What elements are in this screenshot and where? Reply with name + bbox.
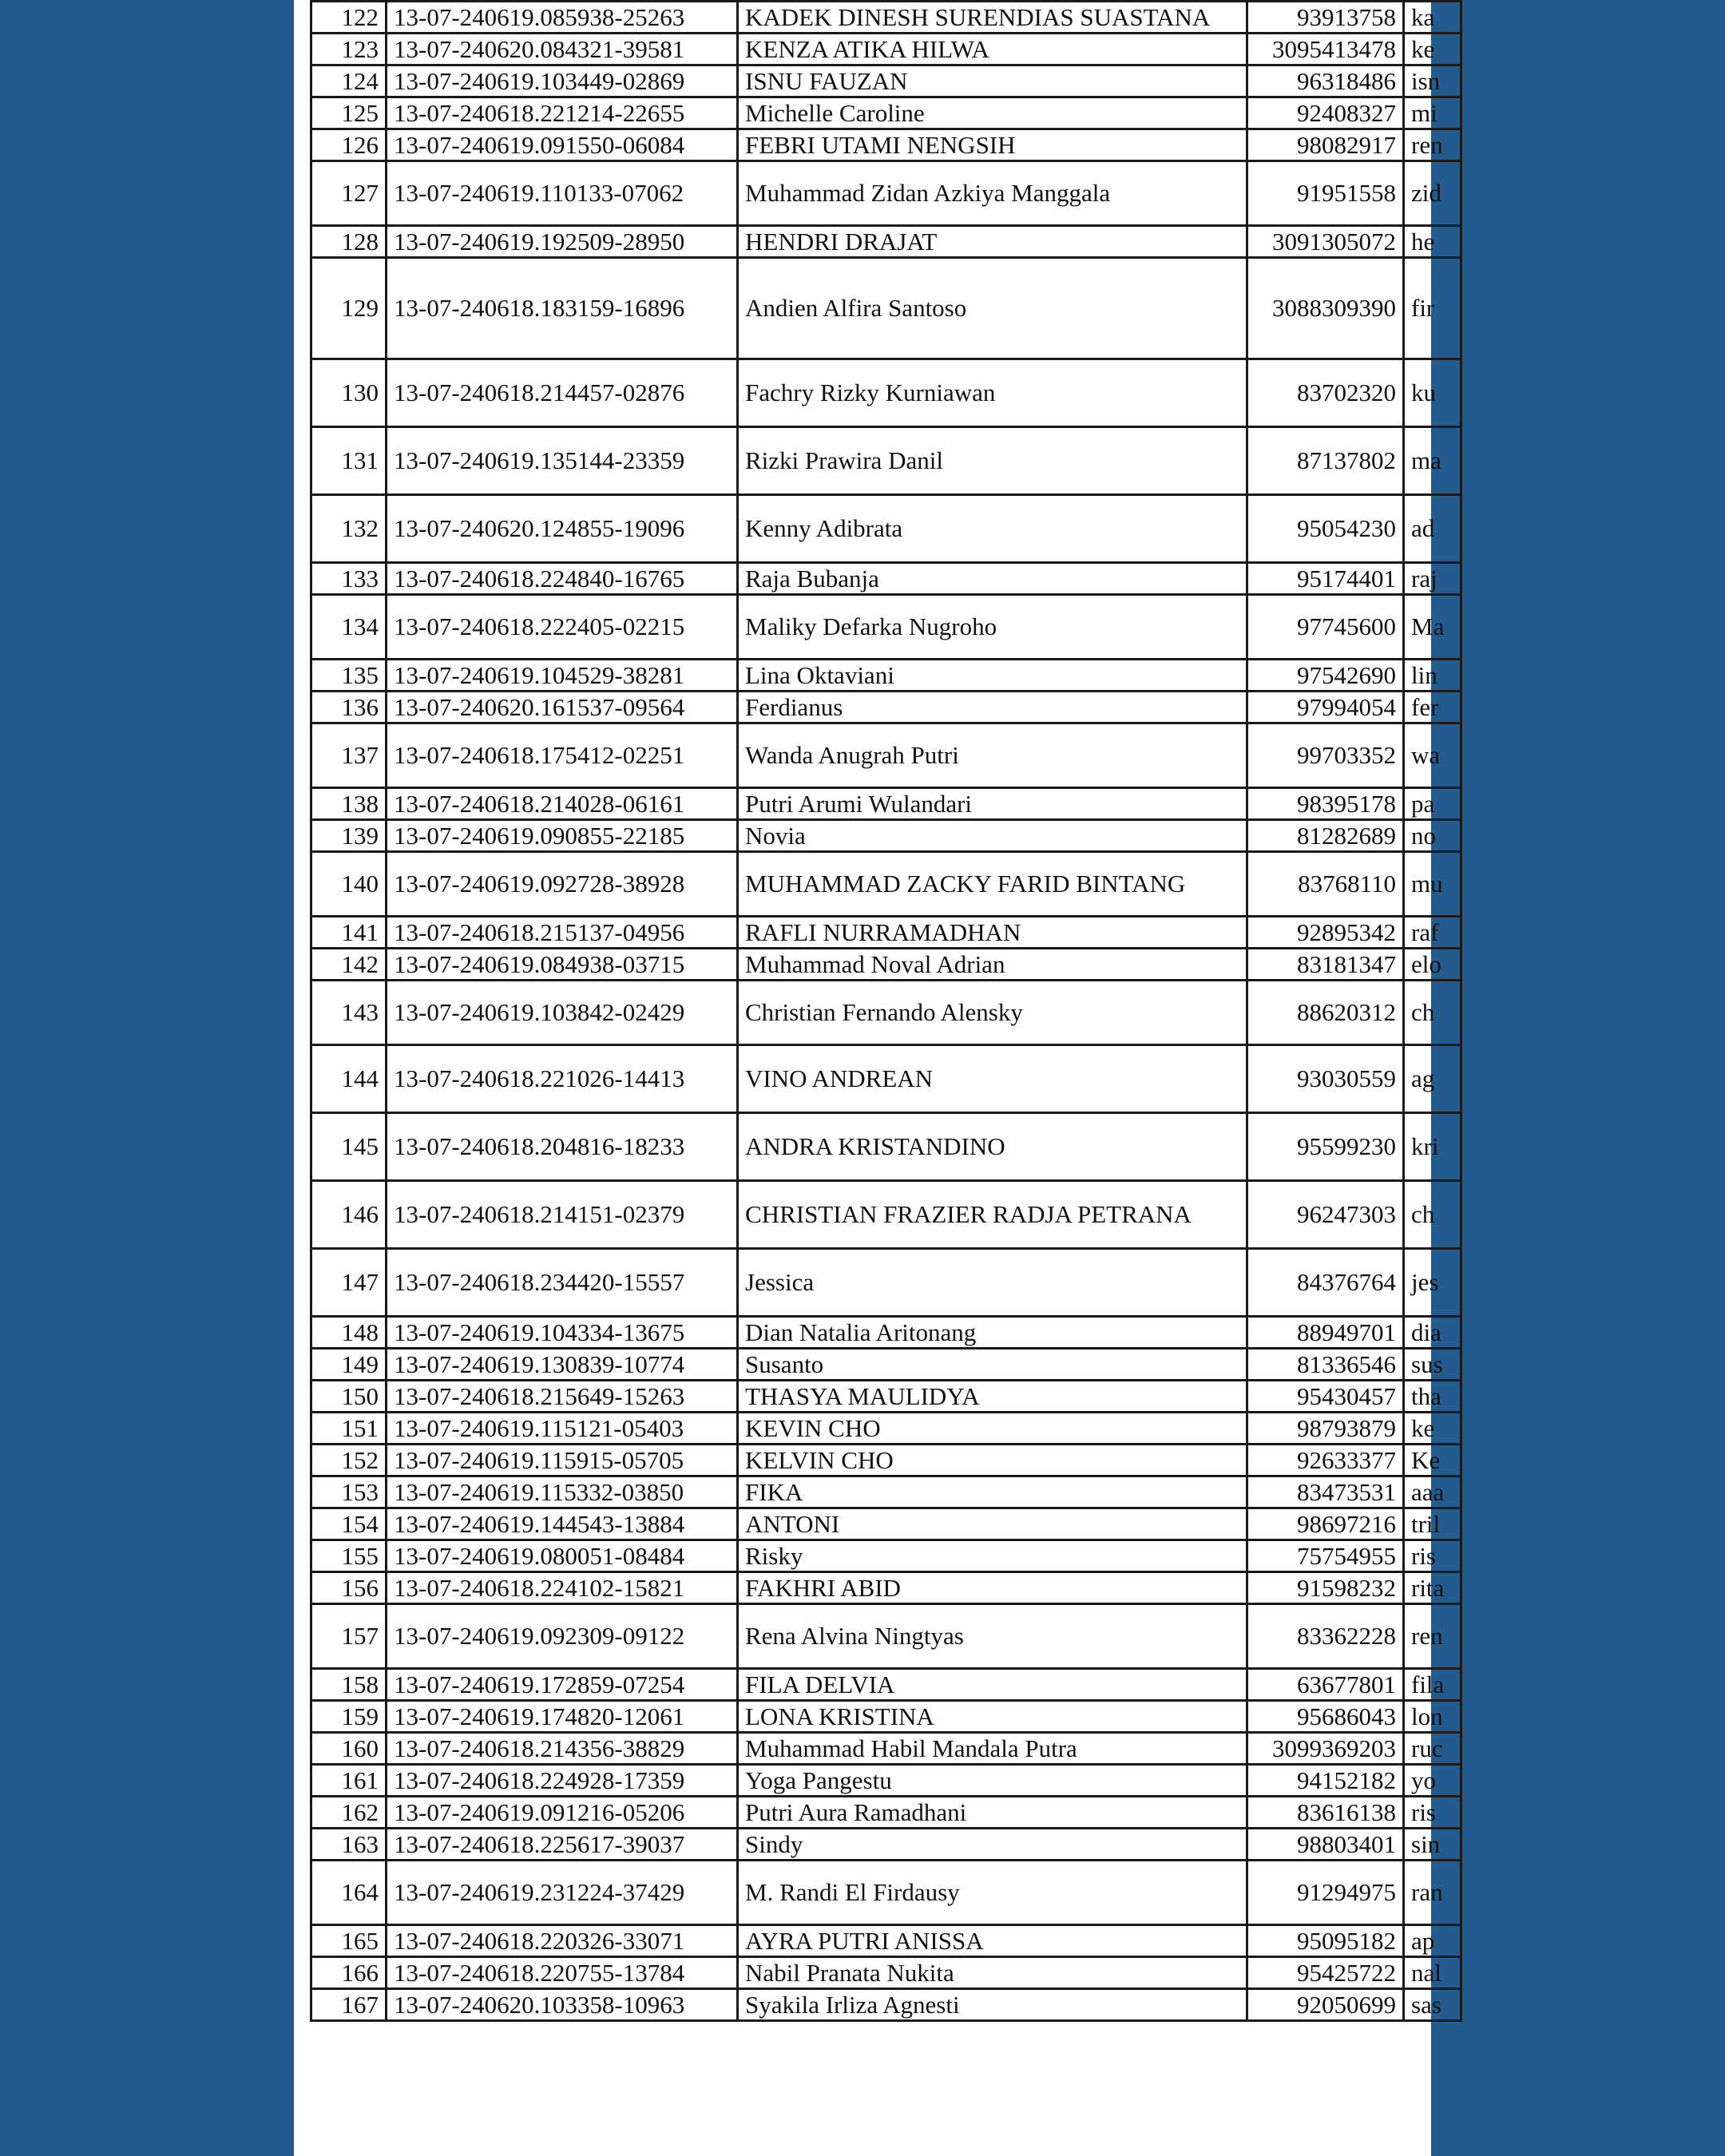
email-cell-truncated: fila [1404, 1669, 1461, 1701]
table-row [311, 427, 1461, 495]
registration-id-cell: 13-07-240620.124855-19096 [387, 495, 738, 563]
phone-number-cell: 83616138 [1247, 1797, 1404, 1829]
participant-name-cell: Rizki Prawira Danil [738, 427, 1247, 495]
participant-name-cell: Sindy [738, 1829, 1247, 1861]
email-cell-truncated: sas [1404, 1989, 1461, 2021]
registration-id-cell: 13-07-240619.104529-38281 [387, 660, 738, 692]
registration-id-cell: 13-07-240618.175412-02251 [387, 723, 738, 788]
email-cell-truncated: yo [1404, 1765, 1461, 1797]
row-number-cell: 132 [311, 495, 387, 563]
row-number-cell: 156 [311, 1572, 387, 1604]
phone-number-cell: 94152182 [1247, 1765, 1404, 1797]
table-row [311, 1572, 1461, 1604]
phone-number-cell: 97542690 [1247, 660, 1404, 692]
phone-number-cell: 91951558 [1247, 161, 1404, 226]
row-number-cell: 134 [311, 595, 387, 660]
registration-id-cell: 13-07-240619.115915-05705 [387, 1445, 738, 1476]
table-row [311, 129, 1461, 161]
registration-id-cell: 13-07-240619.103842-02429 [387, 981, 738, 1045]
table-row [311, 258, 1461, 359]
email-cell-truncated: ap [1404, 1925, 1461, 1957]
table-row [311, 226, 1461, 258]
email-cell-truncated: lin [1404, 660, 1461, 692]
row-number-cell: 126 [311, 129, 387, 161]
table-row [311, 1413, 1461, 1445]
participant-name-cell: KENZA ATIKA HILWA [738, 34, 1247, 65]
table-row [311, 2, 1461, 34]
phone-number-cell: 81282689 [1247, 820, 1404, 852]
row-number-cell: 167 [311, 1989, 387, 2021]
email-cell-truncated: no [1404, 820, 1461, 852]
row-number-cell: 145 [311, 1113, 387, 1181]
table-row [311, 1045, 1461, 1113]
email-cell-truncated: ren [1404, 129, 1461, 161]
row-number-cell: 136 [311, 692, 387, 723]
registration-id-cell: 13-07-240618.183159-16896 [387, 258, 738, 359]
row-number-cell: 151 [311, 1413, 387, 1445]
phone-number-cell: 95430457 [1247, 1381, 1404, 1413]
registration-id-cell: 13-07-240619.092309-09122 [387, 1604, 738, 1669]
participant-name-cell: ANDRA KRISTANDINO [738, 1113, 1247, 1181]
registration-id-cell: 13-07-240618.224102-15821 [387, 1572, 738, 1604]
row-number-cell: 128 [311, 226, 387, 258]
participant-name-cell: LONA KRISTINA [738, 1701, 1247, 1733]
email-cell-truncated: ad [1404, 495, 1461, 563]
phone-number-cell: 75754955 [1247, 1540, 1404, 1572]
phone-number-cell: 98395178 [1247, 788, 1404, 820]
row-number-cell: 135 [311, 660, 387, 692]
participant-name-cell: Andien Alfira Santoso [738, 258, 1247, 359]
table-row [311, 723, 1461, 788]
row-number-cell: 149 [311, 1349, 387, 1381]
row-number-cell: 163 [311, 1829, 387, 1861]
registration-id-cell: 13-07-240619.110133-07062 [387, 161, 738, 226]
participant-name-cell: KADEK DINESH SURENDIAS SUASTANA [738, 2, 1247, 34]
registration-id-cell: 13-07-240618.225617-39037 [387, 1829, 738, 1861]
phone-number-cell: 95686043 [1247, 1701, 1404, 1733]
table-row [311, 852, 1461, 917]
registration-id-cell: 13-07-240618.214028-06161 [387, 788, 738, 820]
email-cell-truncated: lon [1404, 1701, 1461, 1733]
row-number-cell: 150 [311, 1381, 387, 1413]
table-row [311, 660, 1461, 692]
registration-id-cell: 13-07-240618.224840-16765 [387, 563, 738, 595]
phone-number-cell: 3099369203 [1247, 1733, 1404, 1765]
email-cell-truncated: elo [1404, 949, 1461, 981]
email-cell-truncated: ren [1404, 1604, 1461, 1669]
participant-table [310, 0, 1462, 2022]
registration-id-cell: 13-07-240619.091216-05206 [387, 1797, 738, 1829]
participant-name-cell: VINO ANDREAN [738, 1045, 1247, 1113]
table-row [311, 1349, 1461, 1381]
email-cell-truncated: jes [1404, 1249, 1461, 1317]
phone-number-cell: 95425722 [1247, 1957, 1404, 1989]
phone-number-cell: 83362228 [1247, 1604, 1404, 1669]
registration-id-cell: 13-07-240618.222405-02215 [387, 595, 738, 660]
table-row [311, 1181, 1461, 1249]
phone-number-cell: 92408327 [1247, 97, 1404, 129]
phone-number-cell: 81336546 [1247, 1349, 1404, 1381]
registration-id-cell: 13-07-240618.215137-04956 [387, 917, 738, 949]
registration-id-cell: 13-07-240619.130839-10774 [387, 1349, 738, 1381]
participant-name-cell: M. Randi El Firdausy [738, 1861, 1247, 1925]
registration-id-cell: 13-07-240618.214151-02379 [387, 1181, 738, 1249]
registration-id-cell: 13-07-240618.224928-17359 [387, 1765, 738, 1797]
email-cell-truncated: wa [1404, 723, 1461, 788]
participant-name-cell: FAKHRI ABID [738, 1572, 1247, 1604]
phone-number-cell: 63677801 [1247, 1669, 1404, 1701]
row-number-cell: 133 [311, 563, 387, 595]
row-number-cell: 130 [311, 359, 387, 427]
row-number-cell: 153 [311, 1476, 387, 1508]
participant-name-cell: FILA DELVIA [738, 1669, 1247, 1701]
phone-number-cell: 83768110 [1247, 852, 1404, 917]
participant-name-cell: Wanda Anugrah Putri [738, 723, 1247, 788]
row-number-cell: 154 [311, 1508, 387, 1540]
phone-number-cell: 92895342 [1247, 917, 1404, 949]
registration-id-cell: 13-07-240619.231224-37429 [387, 1861, 738, 1925]
table-row [311, 1508, 1461, 1540]
registration-id-cell: 13-07-240619.084938-03715 [387, 949, 738, 981]
registration-id-cell: 13-07-240620.161537-09564 [387, 692, 738, 723]
row-number-cell: 164 [311, 1861, 387, 1925]
registration-id-cell: 13-07-240618.234420-15557 [387, 1249, 738, 1317]
table-row [311, 563, 1461, 595]
phone-number-cell: 96318486 [1247, 65, 1404, 97]
registration-id-cell: 13-07-240619.104334-13675 [387, 1317, 738, 1349]
participant-name-cell: Muhammad Habil Mandala Putra [738, 1733, 1247, 1765]
table-row [311, 1925, 1461, 1957]
registration-id-cell: 13-07-240619.085938-25263 [387, 2, 738, 34]
table-row [311, 1957, 1461, 1989]
email-cell-truncated: ku [1404, 359, 1461, 427]
table-row [311, 1317, 1461, 1349]
email-cell-truncated: rita [1404, 1572, 1461, 1604]
email-cell-truncated: sin [1404, 1829, 1461, 1861]
table-row [311, 34, 1461, 65]
registration-id-cell: 13-07-240619.144543-13884 [387, 1508, 738, 1540]
table-row [311, 359, 1461, 427]
participant-name-cell: Fachry Rizky Kurniawan [738, 359, 1247, 427]
phone-number-cell: 98793879 [1247, 1413, 1404, 1445]
table-row [311, 1861, 1461, 1925]
email-cell-truncated: aaa [1404, 1476, 1461, 1508]
row-number-cell: 148 [311, 1317, 387, 1349]
phone-number-cell: 98803401 [1247, 1829, 1404, 1861]
phone-number-cell: 88949701 [1247, 1317, 1404, 1349]
table-row [311, 495, 1461, 563]
table-row [311, 1604, 1461, 1669]
phone-number-cell: 99703352 [1247, 723, 1404, 788]
row-number-cell: 144 [311, 1045, 387, 1113]
registration-id-cell: 13-07-240618.221026-14413 [387, 1045, 738, 1113]
table-row [311, 820, 1461, 852]
table-row [311, 1989, 1461, 2021]
phone-number-cell: 95174401 [1247, 563, 1404, 595]
registration-id-cell: 13-07-240618.215649-15263 [387, 1381, 738, 1413]
email-cell-truncated: he [1404, 226, 1461, 258]
registration-id-cell: 13-07-240619.172859-07254 [387, 1669, 738, 1701]
registration-id-cell: 13-07-240618.214457-02876 [387, 359, 738, 427]
participant-name-cell: Nabil Pranata Nukita [738, 1957, 1247, 1989]
participant-name-cell: Susanto [738, 1349, 1247, 1381]
registration-id-cell: 13-07-240618.204816-18233 [387, 1113, 738, 1181]
row-number-cell: 131 [311, 427, 387, 495]
participant-name-cell: RAFLI NURRAMADHAN [738, 917, 1247, 949]
row-number-cell: 143 [311, 981, 387, 1045]
email-cell-truncated: pa [1404, 788, 1461, 820]
participant-name-cell: Ferdianus [738, 692, 1247, 723]
row-number-cell: 141 [311, 917, 387, 949]
phone-number-cell: 91294975 [1247, 1861, 1404, 1925]
email-cell-truncated: ag [1404, 1045, 1461, 1113]
table-row [311, 1765, 1461, 1797]
participant-name-cell: Putri Arumi Wulandari [738, 788, 1247, 820]
registration-id-cell: 13-07-240620.103358-10963 [387, 1989, 738, 2021]
table-row [311, 1381, 1461, 1413]
row-number-cell: 127 [311, 161, 387, 226]
row-number-cell: 122 [311, 2, 387, 34]
phone-number-cell: 92050699 [1247, 1989, 1404, 2021]
registration-id-cell: 13-07-240618.214356-38829 [387, 1733, 738, 1765]
participant-name-cell: Michelle Caroline [738, 97, 1247, 129]
participant-name-cell: Lina Oktaviani [738, 660, 1247, 692]
phone-number-cell: 97745600 [1247, 595, 1404, 660]
email-cell-truncated: mi [1404, 97, 1461, 129]
row-number-cell: 159 [311, 1701, 387, 1733]
email-cell-truncated: ris [1404, 1540, 1461, 1572]
participant-name-cell: Risky [738, 1540, 1247, 1572]
participant-name-cell: Putri Aura Ramadhani [738, 1797, 1247, 1829]
email-cell-truncated: kri [1404, 1113, 1461, 1181]
table-row [311, 1249, 1461, 1317]
phone-number-cell: 3095413478 [1247, 34, 1404, 65]
table-body [311, 2, 1461, 2021]
table-row [311, 65, 1461, 97]
email-cell-truncated: ch [1404, 981, 1461, 1045]
row-number-cell: 158 [311, 1669, 387, 1701]
row-number-cell: 129 [311, 258, 387, 359]
row-number-cell: 123 [311, 34, 387, 65]
participant-name-cell: FEBRI UTAMI NENGSIH [738, 129, 1247, 161]
table-row [311, 917, 1461, 949]
registration-id-cell: 13-07-240619.135144-23359 [387, 427, 738, 495]
registration-id-cell: 13-07-240618.221214-22655 [387, 97, 738, 129]
phone-number-cell: 92633377 [1247, 1445, 1404, 1476]
participant-name-cell: Muhammad Noval Adrian [738, 949, 1247, 981]
email-cell-truncated: ka [1404, 2, 1461, 34]
participant-name-cell: ISNU FAUZAN [738, 65, 1247, 97]
email-cell-truncated: sus [1404, 1349, 1461, 1381]
phone-number-cell: 91598232 [1247, 1572, 1404, 1604]
table-row [311, 788, 1461, 820]
phone-number-cell: 96247303 [1247, 1181, 1404, 1249]
participant-name-cell: Novia [738, 820, 1247, 852]
email-cell-truncated: ke [1404, 1413, 1461, 1445]
phone-number-cell: 98697216 [1247, 1508, 1404, 1540]
table-row [311, 949, 1461, 981]
table-row [311, 1797, 1461, 1829]
table-row [311, 1445, 1461, 1476]
row-number-cell: 162 [311, 1797, 387, 1829]
participant-name-cell: FIKA [738, 1476, 1247, 1508]
registration-id-cell: 13-07-240618.220755-13784 [387, 1957, 738, 1989]
row-number-cell: 160 [311, 1733, 387, 1765]
row-number-cell: 138 [311, 788, 387, 820]
row-number-cell: 152 [311, 1445, 387, 1476]
phone-number-cell: 98082917 [1247, 129, 1404, 161]
row-number-cell: 155 [311, 1540, 387, 1572]
registration-id-cell: 13-07-240619.080051-08484 [387, 1540, 738, 1572]
registration-id-cell: 13-07-240618.220326-33071 [387, 1925, 738, 1957]
table-row [311, 97, 1461, 129]
email-cell-truncated: zid [1404, 161, 1461, 226]
participant-name-cell: ANTONI [738, 1508, 1247, 1540]
phone-number-cell: 95599230 [1247, 1113, 1404, 1181]
email-cell-truncated: tril [1404, 1508, 1461, 1540]
registration-id-cell: 13-07-240619.115332-03850 [387, 1476, 738, 1508]
email-cell-truncated: isn [1404, 65, 1461, 97]
phone-number-cell: 93913758 [1247, 2, 1404, 34]
table-row [311, 981, 1461, 1045]
table-row [311, 1113, 1461, 1181]
participant-name-cell: Maliky Defarka Nugroho [738, 595, 1247, 660]
email-cell-truncated: ruc [1404, 1733, 1461, 1765]
registration-id-cell: 13-07-240619.174820-12061 [387, 1701, 738, 1733]
phone-number-cell: 84376764 [1247, 1249, 1404, 1317]
table-row [311, 1476, 1461, 1508]
registration-id-cell: 13-07-240619.103449-02869 [387, 65, 738, 97]
registration-id-cell: 13-07-240619.090855-22185 [387, 820, 738, 852]
participant-name-cell: CHRISTIAN FRAZIER RADJA PETRANA [738, 1181, 1247, 1249]
participant-name-cell: Raja Bubanja [738, 563, 1247, 595]
participant-name-cell: Yoga Pangestu [738, 1765, 1247, 1797]
registration-id-cell: 13-07-240619.192509-28950 [387, 226, 738, 258]
row-number-cell: 166 [311, 1957, 387, 1989]
row-number-cell: 137 [311, 723, 387, 788]
phone-number-cell: 95054230 [1247, 495, 1404, 563]
table-row [311, 1540, 1461, 1572]
table-row [311, 692, 1461, 723]
registration-id-cell: 13-07-240619.115121-05403 [387, 1413, 738, 1445]
participant-name-cell: KELVIN CHO [738, 1445, 1247, 1476]
phone-number-cell: 83702320 [1247, 359, 1404, 427]
phone-number-cell: 97994054 [1247, 692, 1404, 723]
table-row [311, 161, 1461, 226]
participant-name-cell: HENDRI DRAJAT [738, 226, 1247, 258]
document-page[interactable] [294, 0, 1445, 2156]
participant-name-cell: Jessica [738, 1249, 1247, 1317]
table-row [311, 1701, 1461, 1733]
email-cell-truncated: mu [1404, 852, 1461, 917]
row-number-cell: 165 [311, 1925, 387, 1957]
phone-number-cell: 3088309390 [1247, 258, 1404, 359]
row-number-cell: 139 [311, 820, 387, 852]
email-cell-truncated: raj [1404, 563, 1461, 595]
participant-name-cell: Dian Natalia Aritonang [738, 1317, 1247, 1349]
row-number-cell: 146 [311, 1181, 387, 1249]
phone-number-cell: 88620312 [1247, 981, 1404, 1045]
phone-number-cell: 83181347 [1247, 949, 1404, 981]
participant-name-cell: Syakila Irliza Agnesti [738, 1989, 1247, 2021]
row-number-cell: 147 [311, 1249, 387, 1317]
table-row [311, 1733, 1461, 1765]
participant-name-cell: Kenny Adibrata [738, 495, 1247, 563]
email-cell-truncated: ris [1404, 1797, 1461, 1829]
email-cell-truncated: fir [1404, 258, 1461, 359]
phone-number-cell: 93030559 [1247, 1045, 1404, 1113]
participant-name-cell: Muhammad Zidan Azkiya Manggala [738, 161, 1247, 226]
email-cell-truncated: fer [1404, 692, 1461, 723]
email-cell-truncated: Ke [1404, 1445, 1461, 1476]
email-cell-truncated: ran [1404, 1861, 1461, 1925]
table-row [311, 1669, 1461, 1701]
email-cell-truncated: tha [1404, 1381, 1461, 1413]
row-number-cell: 140 [311, 852, 387, 917]
row-number-cell: 161 [311, 1765, 387, 1797]
email-cell-truncated: ch [1404, 1181, 1461, 1249]
phone-number-cell: 83473531 [1247, 1476, 1404, 1508]
participant-name-cell: Rena Alvina Ningtyas [738, 1604, 1247, 1669]
participant-name-cell: MUHAMMAD ZACKY FARID BINTANG [738, 852, 1247, 917]
registration-id-cell: 13-07-240619.092728-38928 [387, 852, 738, 917]
table-row [311, 595, 1461, 660]
participant-name-cell: THASYA MAULIDYA [738, 1381, 1247, 1413]
email-cell-truncated: dia [1404, 1317, 1461, 1349]
participant-name-cell: AYRA PUTRI ANISSA [738, 1925, 1247, 1957]
registration-id-cell: 13-07-240620.084321-39581 [387, 34, 738, 65]
email-cell-truncated: ke [1404, 34, 1461, 65]
table-row [311, 1829, 1461, 1861]
phone-number-cell: 87137802 [1247, 427, 1404, 495]
email-cell-truncated: raf [1404, 917, 1461, 949]
row-number-cell: 124 [311, 65, 387, 97]
row-number-cell: 142 [311, 949, 387, 981]
row-number-cell: 157 [311, 1604, 387, 1669]
phone-number-cell: 95095182 [1247, 1925, 1404, 1957]
registration-id-cell: 13-07-240619.091550-06084 [387, 129, 738, 161]
participant-name-cell: KEVIN CHO [738, 1413, 1247, 1445]
email-cell-truncated: nal [1404, 1957, 1461, 1989]
participant-name-cell: Christian Fernando Alensky [738, 981, 1247, 1045]
row-number-cell: 125 [311, 97, 387, 129]
phone-number-cell: 3091305072 [1247, 226, 1404, 258]
email-cell-truncated: Ma [1404, 595, 1461, 660]
email-cell-truncated: ma [1404, 427, 1461, 495]
